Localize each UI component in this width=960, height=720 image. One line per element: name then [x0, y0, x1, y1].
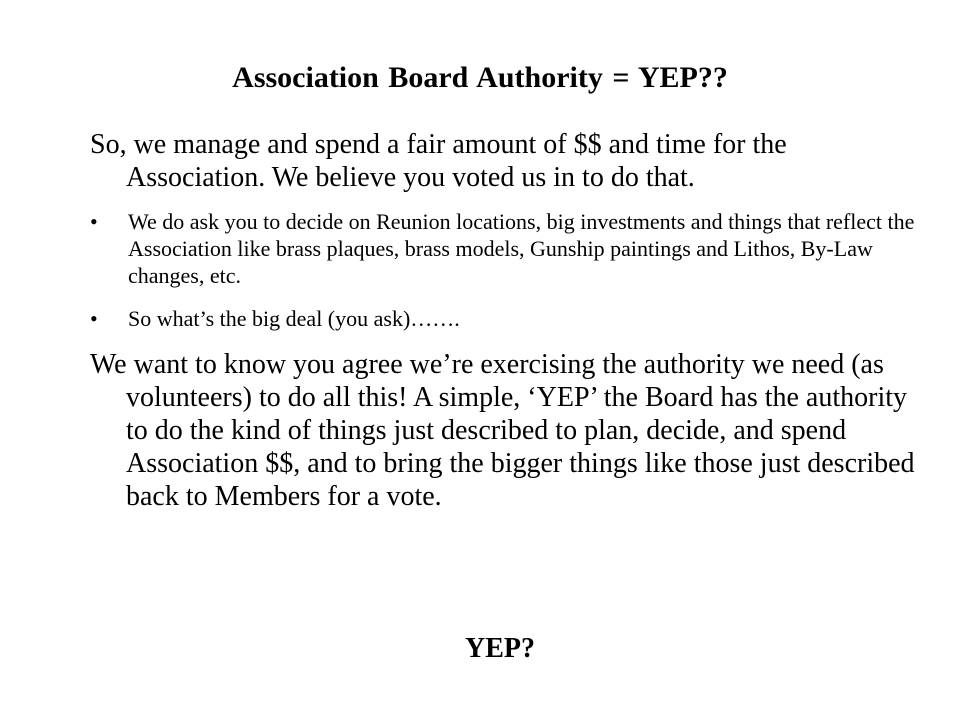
bullet-icon: •: [90, 209, 98, 234]
slide-body: [90, 128, 920, 527]
intro-paragraph: So, we manage and spend a fair amount of $$ and time for the Association. We believe you voted us in to do that.: [90, 129, 787, 193]
main-paragraph: We want to know you agree we’re exercising the authority we need (as volunteers) to do all this! A simple, ‘YEP’ the Board has the authority to do the kind of things just described to plan, decide, and spend Association $$, and to bring the bigger things like those just described back to Members for a vote.: [90, 349, 915, 512]
bullet-text: We do ask you to decide on Reunion locations, big investments and things that reflect the Association like brass plaques, brass models, Gunship paintings and Lithos, By-Law changes, etc.: [128, 209, 915, 288]
bullet-text: So what’s the big deal (you ask)…….: [128, 306, 460, 331]
closing-question: YEP?: [465, 633, 535, 664]
bullet-icon: •: [90, 306, 98, 331]
bullet-item: [90, 305, 920, 332]
slide-title: Association Board Authority = YEP??: [232, 61, 728, 94]
bullet-item: [90, 208, 920, 289]
